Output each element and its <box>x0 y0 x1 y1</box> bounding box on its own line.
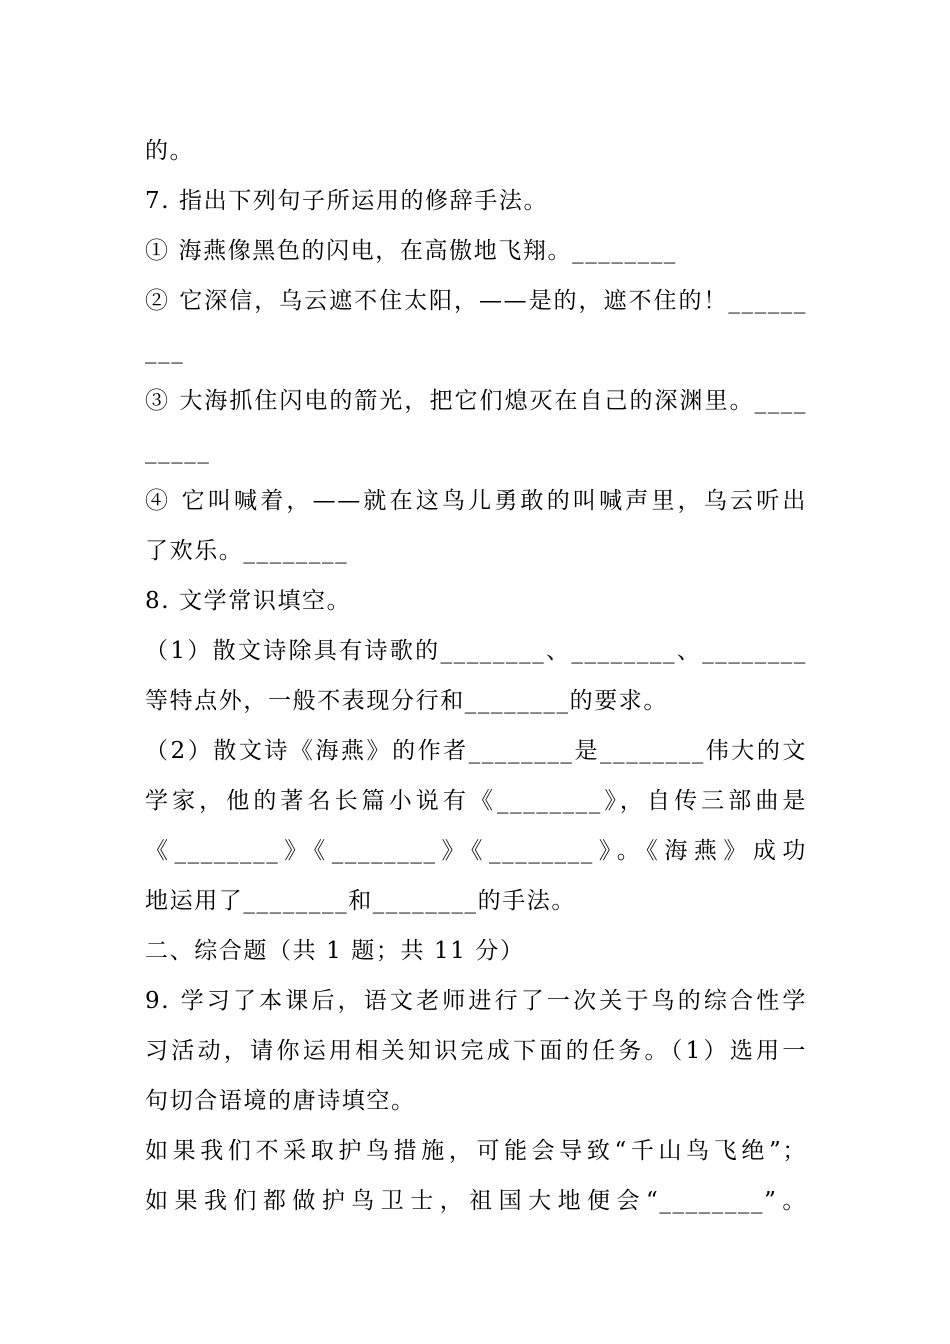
question-7-item-4-cont: 了欢乐。________ <box>145 538 349 564</box>
question-9-title: 9. 学习了本课后，语文老师进行了一次关于鸟的综合性学 <box>145 988 807 1014</box>
question-7-item-3-blank-wrap: _____ <box>145 438 211 464</box>
question-7-item-3: ③ 大海抓住闪电的箭光，把它们熄灭在自己的深渊里。____ <box>145 388 807 414</box>
question-8-part-2: （2）散文诗《海燕》的作者________是________伟大的文 <box>145 738 807 764</box>
question-8-part-2-cont-3: 地运用了________和________的手法。 <box>145 888 576 914</box>
question-7-title: 7. 指出下列句子所运用的修辞手法。 <box>145 188 549 214</box>
question-9-cont-2: 句切合语境的唐诗填空。 <box>145 1088 416 1114</box>
question-7-item-4: ④ 它叫喊着，——就在这鸟儿勇敢的叫喊声里，乌云听出 <box>145 488 807 514</box>
question-9-context-1: 如果我们不采取护鸟措施，可能会导致“千山鸟飞绝”； <box>145 1138 807 1164</box>
question-7-item-1: ① 海燕像黑色的闪电，在高傲地飞翔。________ <box>145 238 677 264</box>
question-8-part-1: （1）散文诗除具有诗歌的________、________、________ <box>145 638 807 664</box>
question-8-part-1-cont: 等特点外，一般不表现分行和________的要求。 <box>145 688 668 714</box>
question-9-cont-1: 习活动，请你运用相关知识完成下面的任务。（1）选用一 <box>145 1038 807 1064</box>
question-7-item-2-blank-wrap: ___ <box>145 338 185 364</box>
text-line-continuation: 的。 <box>145 138 195 164</box>
question-9-context-2: 如果我们都做护鸟卫士，祖国大地便会“________”。 <box>145 1188 807 1214</box>
question-8-title: 8. 文学常识填空。 <box>145 588 352 614</box>
question-8-part-2-cont-1: 学家，他的著名长篇小说有《________》，自传三部曲是 <box>145 788 807 814</box>
section-2-heading: 二、综合题（共 1 题；共 11 分） <box>145 938 525 964</box>
question-7-item-2: ② 它深信，乌云遮不住太阳，——是的，遮不住的！______ <box>145 288 807 314</box>
question-8-part-2-cont-2: 《________》《________》《________》。《海燕》成功 <box>145 838 807 864</box>
